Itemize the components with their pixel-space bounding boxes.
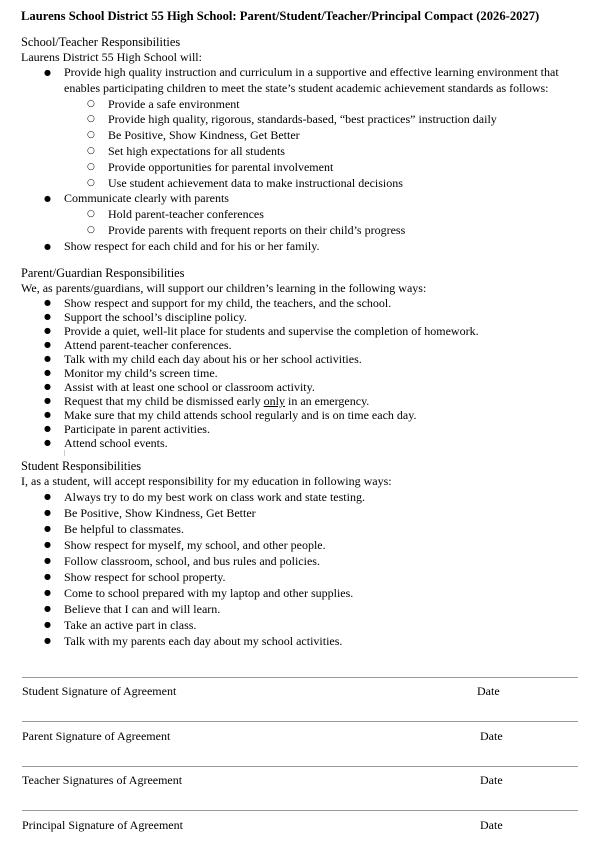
parent-signature-label: Parent Signature of Agreement	[22, 729, 171, 743]
sub-list	[64, 207, 581, 239]
list-item: ● Provide a quiet, well-lit place for students and supervise the completion of homework.	[21, 324, 581, 338]
list-item: ● Be Positive, Show Kindness, Get Better	[21, 505, 581, 521]
teacher-section	[21, 34, 581, 255]
list-item: ● Show respect for school property.	[21, 569, 581, 585]
list-item: ● Monitor my child’s screen time.	[21, 366, 581, 380]
parent-list	[21, 296, 581, 450]
list-item: ● Show respect for myself, my school, and other people.	[21, 537, 581, 553]
list-item	[21, 239, 581, 255]
sub-list-item: ○ Set high expectations for all students	[64, 144, 581, 160]
principal-date-label: Date	[480, 818, 503, 832]
student-section	[21, 458, 581, 649]
sub-list-item: ○ Provide opportunities for parental involvement	[64, 160, 581, 176]
dismissal-text-underlined: only	[263, 394, 285, 408]
section-intro: We, as parents/guardians, will support our children’s learning in the following ways:	[21, 281, 427, 295]
list-item	[21, 191, 581, 238]
list-item-text: ● Communicate clearly with parents	[64, 191, 229, 206]
dismissal-text-before: Request that my child be dismissed early	[64, 394, 264, 408]
teacher-signature-row	[22, 773, 578, 793]
student-date-label: Date	[477, 684, 500, 698]
cursor-mark	[64, 450, 65, 456]
teacher-signature-label: Teacher Signatures of Agreement	[22, 773, 183, 787]
section-intro: I, as a student, will accept responsibility for my education in following ways:	[21, 474, 392, 488]
list-item: ● Support the school’s discipline policy.	[21, 310, 581, 324]
list-item: ● Talk with my child each day about his or her school activities.	[21, 352, 581, 366]
parent-date-label: Date	[480, 729, 503, 743]
sub-list	[64, 97, 581, 192]
list-item: ● Be helpful to classmates.	[21, 521, 581, 537]
sub-list-item: ○ Use student achievement data to make instructional decisions	[64, 176, 581, 192]
teacher-date-label: Date	[480, 773, 503, 787]
list-item: ● Always try to do my best work on class work and state testing.	[21, 489, 581, 505]
list-item: ● Attend parent-teacher conferences.	[21, 338, 581, 352]
list-item: ● Take an active part in class.	[21, 617, 581, 633]
student-list	[21, 489, 581, 649]
teacher-signature-line[interactable]	[22, 766, 578, 767]
parent-section	[21, 265, 581, 450]
sub-list-item: ○ Hold parent-teacher conferences	[64, 207, 581, 223]
list-item: ● Show respect and support for my child, the teachers, and the school.	[21, 296, 581, 310]
sub-list-item: ○ Provide a safe environment	[64, 97, 581, 113]
list-item: ● Assist with at least one school or classroom activity.	[21, 380, 581, 394]
teacher-list	[21, 65, 581, 255]
sub-list-item: ○ Provide parents with frequent reports on their child’s progress	[64, 223, 581, 239]
principal-signature-label: Principal Signature of Agreement	[22, 818, 183, 832]
list-item-text: ● Provide high quality instruction and curriculum in a supportive and effective learning environment that enables participating children to meet the state’s student academic achievement standards as follows:	[64, 65, 559, 95]
parent-signature-line[interactable]	[22, 721, 578, 722]
list-item: ● Talk with my parents each day about my school activities.	[21, 633, 581, 649]
list-item: ● Come to school prepared with my laptop and other supplies.	[21, 585, 581, 601]
student-signature-label: Student Signature of Agreement	[22, 684, 177, 698]
parent-signature-row	[22, 729, 578, 749]
principal-signature-row	[22, 818, 578, 838]
section-intro: Laurens District 55 High School will:	[21, 50, 202, 64]
list-item: ● Follow classroom, school, and bus rules and policies.	[21, 553, 581, 569]
list-item-dismissal	[21, 394, 581, 408]
sub-list-item: ○ Provide high quality, rigorous, standards-based, “best practices” instruction daily	[64, 112, 581, 128]
sub-list-item: ○ Be Positive, Show Kindness, Get Better	[64, 128, 581, 144]
list-item-text: ● Show respect for each child and for his or her family.	[64, 238, 320, 253]
student-signature-line[interactable]	[22, 677, 578, 678]
list-item: ● Believe that I can and will learn.	[21, 601, 581, 617]
document-title: Laurens School District 55 High School: Parent/Student/Teacher/Principal Compact (2026-2027)	[21, 9, 540, 23]
principal-signature-line[interactable]	[22, 810, 578, 811]
section-heading: School/Teacher Responsibilities	[21, 35, 181, 49]
list-item	[21, 65, 581, 191]
list-item: ● Participate in parent activities.	[21, 422, 581, 436]
list-item: ● Make sure that my child attends school regularly and is on time each day.	[21, 408, 581, 422]
section-heading: Student Responsibilities	[21, 459, 142, 473]
list-item: ● Attend school events.	[21, 436, 581, 450]
student-signature-row	[22, 684, 578, 704]
section-heading: Parent/Guardian Responsibilities	[21, 266, 185, 280]
dismissal-text-after: in an emergency.	[284, 394, 370, 408]
